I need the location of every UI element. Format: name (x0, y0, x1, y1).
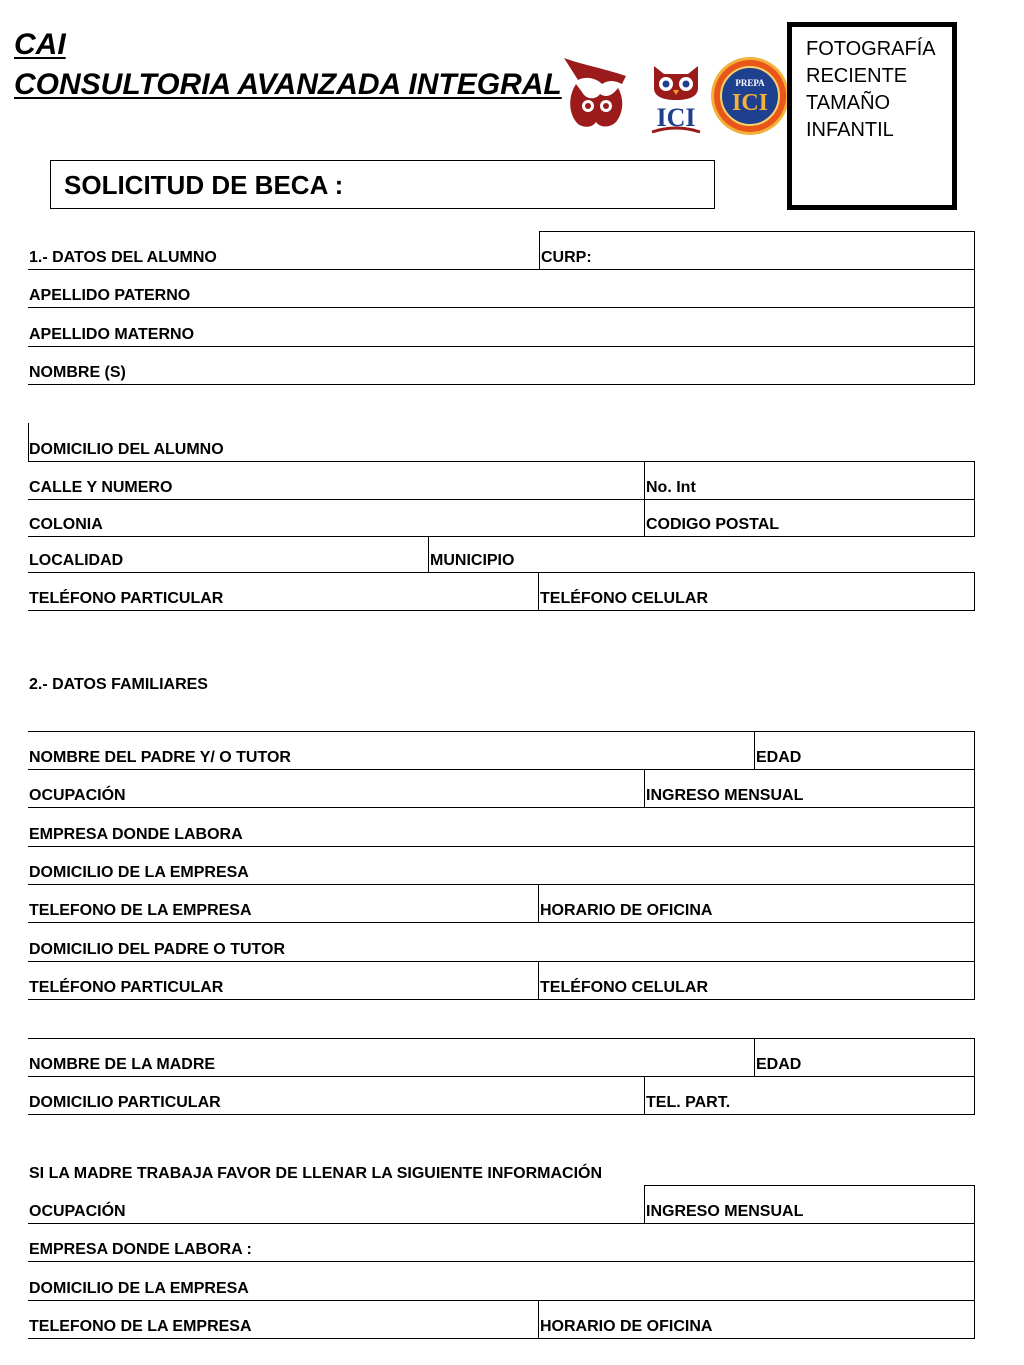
telefono-empresa-madre-field[interactable]: TELEFONO DE LA EMPRESA (28, 1301, 539, 1339)
domicilio-madre-field[interactable]: DOMICILIO PARTICULAR (28, 1077, 645, 1115)
ingreso-padre-field[interactable]: INGRESO MENSUAL (645, 770, 975, 808)
telefono-particular-padre-field[interactable]: TELÉFONO PARTICULAR (28, 962, 539, 1000)
localidad-field[interactable]: LOCALIDAD (28, 537, 429, 573)
photo-label-line: RECIENTE (806, 65, 908, 87)
telefono-empresa-padre-field[interactable]: TELEFONO DE LA EMPRESA (28, 885, 539, 923)
prepa-ici-logo-icon (710, 54, 790, 138)
ici-owl-logo-icon (648, 62, 704, 136)
apellido-materno-field[interactable]: APELLIDO MATERNO (28, 308, 975, 347)
ingreso-madre-field[interactable]: INGRESO MENSUAL (645, 1185, 975, 1224)
empresa-padre-field[interactable]: EMPRESA DONDE LABORA (28, 808, 975, 847)
red-owl-logo-icon (562, 54, 630, 130)
nombre-padre-field[interactable]: NOMBRE DEL PADRE Y/ O TUTOR (28, 731, 755, 770)
codigo-postal-field[interactable]: CODIGO POSTAL (645, 500, 975, 537)
horario-oficina-padre-field[interactable]: HORARIO DE OFICINA (539, 885, 975, 923)
domicilio-empresa-madre-field[interactable]: DOMICILIO DE LA EMPRESA (28, 1262, 975, 1301)
ocupacion-madre-field[interactable]: OCUPACIÓN (28, 1185, 645, 1224)
form-title: SOLICITUD DE BECA : (64, 170, 344, 200)
company-full-name: CONSULTORIA AVANZADA INTEGRAL (14, 68, 562, 101)
telefono-celular-padre-field[interactable]: TELÉFONO CELULAR (539, 962, 975, 1000)
calle-numero-field[interactable]: CALLE Y NUMERO (28, 462, 645, 500)
photo-label-line: FOTOGRAFÍA (806, 38, 936, 60)
edad-madre-field[interactable]: EDAD (755, 1038, 975, 1077)
domicilio-padre-field[interactable]: DOMICILIO DEL PADRE O TUTOR (28, 923, 975, 962)
colonia-field[interactable]: COLONIA (28, 500, 645, 537)
form-title-box (50, 160, 715, 209)
domicilio-alumno-heading: DOMICILIO DEL ALUMNO (28, 423, 975, 462)
empresa-madre-field[interactable]: EMPRESA DONDE LABORA : (28, 1224, 975, 1262)
photo-label-line: INFANTIL (806, 119, 894, 141)
ici-logo-text: ICI (656, 103, 696, 132)
horario-oficina-madre-field[interactable]: HORARIO DE OFICINA (539, 1301, 975, 1339)
curp-field[interactable]: CURP: (539, 231, 975, 270)
telefono-celular-field[interactable]: TELÉFONO CELULAR (539, 572, 975, 611)
section2-heading: 2.- DATOS FAMILIARES (29, 676, 208, 693)
tel-part-madre-field[interactable]: TEL. PART. (645, 1077, 975, 1115)
edad-padre-field[interactable]: EDAD (755, 731, 975, 770)
municipio-field[interactable]: MUNICIPIO (429, 537, 975, 573)
no-int-field[interactable]: No. Int (645, 461, 975, 500)
domicilio-empresa-padre-field[interactable]: DOMICILIO DE LA EMPRESA (28, 847, 975, 885)
prepa-logo-text: ICI (731, 90, 769, 116)
nombre-field[interactable]: NOMBRE (S) (28, 347, 975, 385)
prepa-logo-top-text: PREPA (735, 78, 765, 88)
apellido-paterno-field[interactable]: APELLIDO PATERNO (28, 270, 975, 308)
photo-placeholder (787, 22, 957, 210)
ocupacion-padre-field[interactable]: OCUPACIÓN (28, 770, 645, 808)
madre-trabajo-note: SI LA MADRE TRABAJA FAVOR DE LLENAR LA SIGUIENTE INFORMACIÓN (29, 1165, 603, 1182)
nombre-madre-field[interactable]: NOMBRE DE LA MADRE (28, 1038, 755, 1077)
company-short-name: CAI (14, 28, 66, 61)
telefono-particular-field[interactable]: TELÉFONO PARTICULAR (28, 573, 539, 611)
photo-label-line: TAMAÑO (806, 92, 891, 114)
section1-heading: 1.- DATOS DEL ALUMNO (28, 231, 539, 270)
